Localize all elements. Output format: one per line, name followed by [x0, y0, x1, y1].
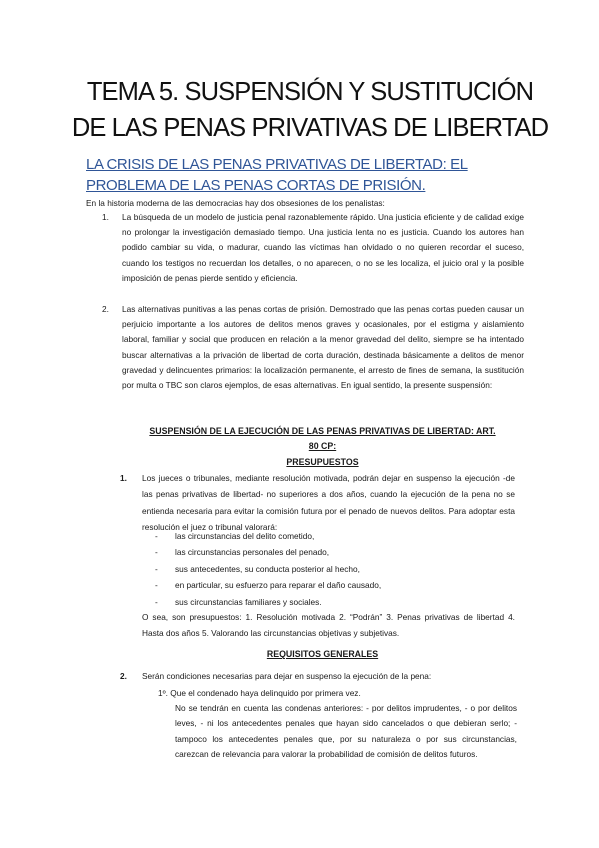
condition-text: Que el condenado haya delinquido por primera vez. — [170, 688, 361, 698]
criteria-list — [155, 528, 515, 610]
suspension-heading — [120, 424, 525, 454]
criteria-item — [155, 544, 515, 560]
list-item-text: Serán condiciones necesarias para dejar en suspenso la ejecución de la pena: — [142, 671, 432, 681]
list-item-number: 2. — [120, 671, 127, 681]
document-title — [60, 74, 560, 146]
suspension-heading-line-1: SUSPENSIÓN DE LA EJECUCIÓN DE LAS PENAS PRIVATIVAS DE LIBERTAD: ART. — [149, 426, 496, 436]
condition-number: 1º. — [158, 688, 168, 698]
title-line-1: TEMA 5. SUSPENSIÓN Y SUSTITUCIÓN — [86, 78, 534, 106]
criteria-item — [155, 594, 515, 610]
criteria-text: sus antecedentes, su conducta posterior al hecho, — [175, 563, 360, 574]
list-item-number: 1. — [120, 473, 127, 483]
list-item-text: Los jueces o tribunales, mediante resolución motivada, podrán dejar en suspenso la ejecución -de las penas privativas de libertad- no superiores a dos años, cuando la ejecución de la pena no se entienda necesaria para evitar la comisión futura por el penado de nuevos delitos. Para adoptar esta resolución el juez o tribunal valorará: — [142, 473, 515, 533]
suspension-heading-line-2: 80 CP: — [308, 441, 337, 451]
list-item-number: 1. — [102, 212, 109, 222]
dash-bullet: - — [155, 563, 158, 574]
condition-1-detail: No se tendrán en cuenta las condenas anteriores: - por delitos imprudentes, - o por delitos leves, - ni los antecedentes penales que hayan sido cancelados o que debieran serlo; - tampoco los antecedentes penales que, por su naturaleza o por sus circunstancias, carezcan de relevancia para valorar la probabilidad de comisión de delitos futuros. — [175, 703, 517, 760]
dash-bullet: - — [155, 531, 158, 541]
dash-bullet: - — [155, 580, 158, 591]
presupuestos-summary: O sea, son presupuestos: 1. Resolución motivada 2. “Podrán” 3. Penas privativas de libertad 4. Hasta dos años 5. Valorando las circunstancias objetivas y subjetivas. — [142, 612, 515, 639]
dash-bullet: - — [155, 547, 158, 558]
list-item-1 — [102, 210, 524, 286]
criteria-text: en particular, su esfuerzo para reparar el daño causado, — [175, 580, 382, 591]
presupuestos-heading: PRESUPUESTOS — [286, 457, 359, 467]
dash-bullet: - — [155, 596, 158, 607]
criteria-text: sus circunstancias familiares y sociales. — [175, 596, 322, 607]
criteria-item — [155, 528, 515, 544]
criteria-text: las circunstancias del delito cometido, — [175, 531, 315, 541]
list-item-text: La búsqueda de un modelo de justicia penal razonablemente rápido. Una justicia eficiente y de calidad exige no prolongar la investigación demasiado tiempo. Una justicia lenta no es justicia. Cuando los autores han podido cambiar su vida, o madurar, cuando las víctimas han olvidado o no quieren recordar el suceso, cuando los testigos no recuerdan los detalles, o no aparecen, o no se les localiza, el juicio oral y la posible imposición de penas pierde sentido y eficiencia. — [122, 212, 524, 283]
presupuestos-item — [120, 470, 515, 536]
criteria-text: las circunstancias personales del penado, — [175, 547, 330, 558]
list-item-text: Las alternativas punitivas a las penas cortas de prisión. Demostrado que las penas cortas pueden causar un perjuicio importante a los autores de delitos menos graves y ocasionales, por el estigma y aislamiento laboral, familiar y social que producen en relación a la menor gravedad del delito, siempre se ha intentado buscar alternativas a la privación de libertad de corta duración, destinada básicamente a delitos de menor gravedad y delincuentes primarios: la localización permanente, el arresto de fines de semana, la sustitución por multa o TBC son claros ejemplos, de esas alternativas. En igual sentido, la presente suspensión: — [122, 304, 524, 391]
list-item-2 — [102, 302, 524, 393]
title-line-2: DE LAS PENAS PRIVATIVAS DE LIBERTAD — [71, 114, 549, 142]
requisitos-item — [120, 668, 515, 684]
criteria-item — [155, 577, 515, 593]
condition-1 — [158, 685, 518, 701]
criteria-item — [155, 561, 515, 577]
intro-paragraph: En la historia moderna de las democracias hay dos obsesiones de los penalistas: — [86, 198, 385, 208]
list-item-number: 2. — [102, 304, 109, 314]
requisitos-heading: REQUISITOS GENERALES — [266, 649, 379, 659]
section-heading: LA CRISIS DE LAS PENAS PRIVATIVAS DE LIBERTAD: EL PROBLEMA DE LAS PENAS CORTAS DE PRISIÓN. — [86, 156, 468, 194]
